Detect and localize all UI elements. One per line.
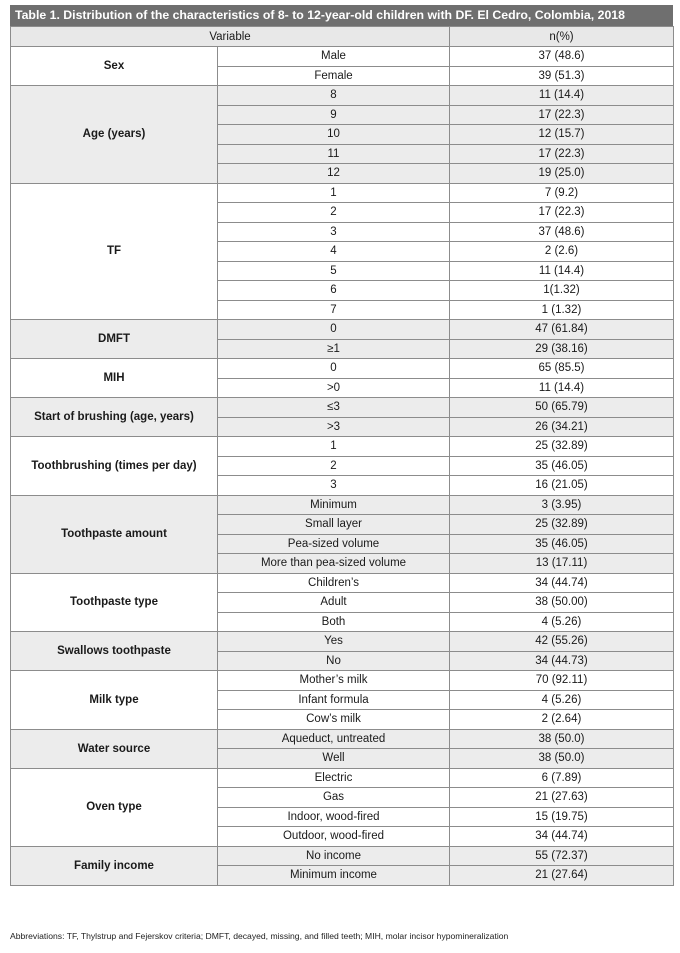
value-cell: 25 (32.89) bbox=[450, 515, 674, 535]
variable-label: Toothpaste type bbox=[11, 573, 218, 632]
category-cell: >3 bbox=[218, 417, 450, 437]
value-cell: 15 (19.75) bbox=[450, 807, 674, 827]
value-cell: 39 (51.3) bbox=[450, 66, 674, 86]
value-cell: 3 (3.95) bbox=[450, 495, 674, 515]
category-cell: Cow’s milk bbox=[218, 710, 450, 730]
category-cell: Aqueduct, untreated bbox=[218, 729, 450, 749]
category-cell: 3 bbox=[218, 476, 450, 496]
category-cell: 0 bbox=[218, 320, 450, 340]
value-cell: 29 (38.16) bbox=[450, 339, 674, 359]
variable-label: Toothbrushing (times per day) bbox=[11, 437, 218, 496]
category-cell: 3 bbox=[218, 222, 450, 242]
category-cell: ≤3 bbox=[218, 398, 450, 418]
table-row bbox=[11, 398, 674, 418]
category-cell: 0 bbox=[218, 359, 450, 379]
value-cell: 21 (27.64) bbox=[450, 866, 674, 886]
table-row bbox=[11, 846, 674, 866]
category-cell: 9 bbox=[218, 105, 450, 125]
table-title: Table 1. Distribution of the characteristics of 8- to 12-year-old children with DF. El Cedro, Colombia, 2018 bbox=[10, 5, 673, 26]
category-cell: 5 bbox=[218, 261, 450, 281]
header-row bbox=[11, 27, 674, 47]
variable-label: Swallows toothpaste bbox=[11, 632, 218, 671]
value-cell: 34 (44.74) bbox=[450, 827, 674, 847]
variable-label: DMFT bbox=[11, 320, 218, 359]
value-cell: 6 (7.89) bbox=[450, 768, 674, 788]
category-cell: >0 bbox=[218, 378, 450, 398]
value-cell: 47 (61.84) bbox=[450, 320, 674, 340]
category-cell: Male bbox=[218, 47, 450, 67]
table-row bbox=[11, 573, 674, 593]
value-cell: 35 (46.05) bbox=[450, 456, 674, 476]
value-cell: 37 (48.6) bbox=[450, 47, 674, 67]
category-cell: 11 bbox=[218, 144, 450, 164]
value-cell: 25 (32.89) bbox=[450, 437, 674, 457]
table-row bbox=[11, 729, 674, 749]
category-cell: Electric bbox=[218, 768, 450, 788]
table-body bbox=[11, 47, 674, 886]
value-cell: 38 (50.0) bbox=[450, 729, 674, 749]
category-cell: 8 bbox=[218, 86, 450, 106]
table-row bbox=[11, 671, 674, 691]
category-cell: Minimum income bbox=[218, 866, 450, 886]
value-cell: 34 (44.73) bbox=[450, 651, 674, 671]
value-cell: 1(1.32) bbox=[450, 281, 674, 301]
header-variable: Variable bbox=[11, 27, 450, 47]
table-row bbox=[11, 320, 674, 340]
category-cell: Infant formula bbox=[218, 690, 450, 710]
category-cell: Mother’s milk bbox=[218, 671, 450, 691]
value-cell: 4 (5.26) bbox=[450, 690, 674, 710]
value-cell: 7 (9.2) bbox=[450, 183, 674, 203]
table-row bbox=[11, 86, 674, 106]
value-cell: 16 (21.05) bbox=[450, 476, 674, 496]
category-cell: 2 bbox=[218, 456, 450, 476]
variable-label: Milk type bbox=[11, 671, 218, 730]
value-cell: 11 (14.4) bbox=[450, 378, 674, 398]
variable-label: Age (years) bbox=[11, 86, 218, 184]
category-cell: 12 bbox=[218, 164, 450, 184]
category-cell: Yes bbox=[218, 632, 450, 652]
variable-label: Family income bbox=[11, 846, 218, 885]
value-cell: 4 (5.26) bbox=[450, 612, 674, 632]
value-cell: 2 (2.64) bbox=[450, 710, 674, 730]
variable-label: Toothpaste amount bbox=[11, 495, 218, 573]
variable-label: TF bbox=[11, 183, 218, 320]
category-cell: 2 bbox=[218, 203, 450, 223]
category-cell: 4 bbox=[218, 242, 450, 262]
footnote: Abbreviations: TF, Thylstrup and Fejerskov criteria; DMFT, decayed, missing, and filled teeth; MIH, molar incisor hypomineralization bbox=[10, 931, 509, 941]
value-cell: 70 (92.11) bbox=[450, 671, 674, 691]
value-cell: 38 (50.0) bbox=[450, 749, 674, 769]
category-cell: Children’s bbox=[218, 573, 450, 593]
table-row bbox=[11, 768, 674, 788]
category-cell: 1 bbox=[218, 183, 450, 203]
table-row bbox=[11, 47, 674, 67]
category-cell: No bbox=[218, 651, 450, 671]
value-cell: 21 (27.63) bbox=[450, 788, 674, 808]
value-cell: 42 (55.26) bbox=[450, 632, 674, 652]
category-cell: Female bbox=[218, 66, 450, 86]
table-row bbox=[11, 437, 674, 457]
category-cell: No income bbox=[218, 846, 450, 866]
value-cell: 34 (44.74) bbox=[450, 573, 674, 593]
category-cell: Well bbox=[218, 749, 450, 769]
value-cell: 55 (72.37) bbox=[450, 846, 674, 866]
table-row bbox=[11, 495, 674, 515]
category-cell: Both bbox=[218, 612, 450, 632]
header-value: n(%) bbox=[450, 27, 674, 47]
value-cell: 35 (46.05) bbox=[450, 534, 674, 554]
value-cell: 37 (48.6) bbox=[450, 222, 674, 242]
category-cell: Outdoor, wood-fired bbox=[218, 827, 450, 847]
category-cell: Pea-sized volume bbox=[218, 534, 450, 554]
variable-label: Sex bbox=[11, 47, 218, 86]
value-cell: 1 (1.32) bbox=[450, 300, 674, 320]
variable-label: MIH bbox=[11, 359, 218, 398]
value-cell: 17 (22.3) bbox=[450, 144, 674, 164]
value-cell: 13 (17.11) bbox=[450, 554, 674, 574]
value-cell: 17 (22.3) bbox=[450, 105, 674, 125]
value-cell: 12 (15.7) bbox=[450, 125, 674, 145]
value-cell: 38 (50.00) bbox=[450, 593, 674, 613]
value-cell: 65 (85.5) bbox=[450, 359, 674, 379]
category-cell: Gas bbox=[218, 788, 450, 808]
category-cell: More than pea-sized volume bbox=[218, 554, 450, 574]
category-cell: ≥1 bbox=[218, 339, 450, 359]
category-cell: 6 bbox=[218, 281, 450, 301]
category-cell: Adult bbox=[218, 593, 450, 613]
value-cell: 11 (14.4) bbox=[450, 261, 674, 281]
value-cell: 17 (22.3) bbox=[450, 203, 674, 223]
variable-label: Water source bbox=[11, 729, 218, 768]
characteristics-table bbox=[10, 26, 674, 886]
table-row bbox=[11, 183, 674, 203]
variable-label: Start of brushing (age, years) bbox=[11, 398, 218, 437]
value-cell: 26 (34.21) bbox=[450, 417, 674, 437]
category-cell: 1 bbox=[218, 437, 450, 457]
category-cell: 10 bbox=[218, 125, 450, 145]
value-cell: 19 (25.0) bbox=[450, 164, 674, 184]
variable-label: Oven type bbox=[11, 768, 218, 846]
category-cell: 7 bbox=[218, 300, 450, 320]
value-cell: 50 (65.79) bbox=[450, 398, 674, 418]
category-cell: Small layer bbox=[218, 515, 450, 535]
category-cell: Minimum bbox=[218, 495, 450, 515]
table-row bbox=[11, 359, 674, 379]
value-cell: 11 (14.4) bbox=[450, 86, 674, 106]
category-cell: Indoor, wood-fired bbox=[218, 807, 450, 827]
table-row bbox=[11, 632, 674, 652]
value-cell: 2 (2.6) bbox=[450, 242, 674, 262]
